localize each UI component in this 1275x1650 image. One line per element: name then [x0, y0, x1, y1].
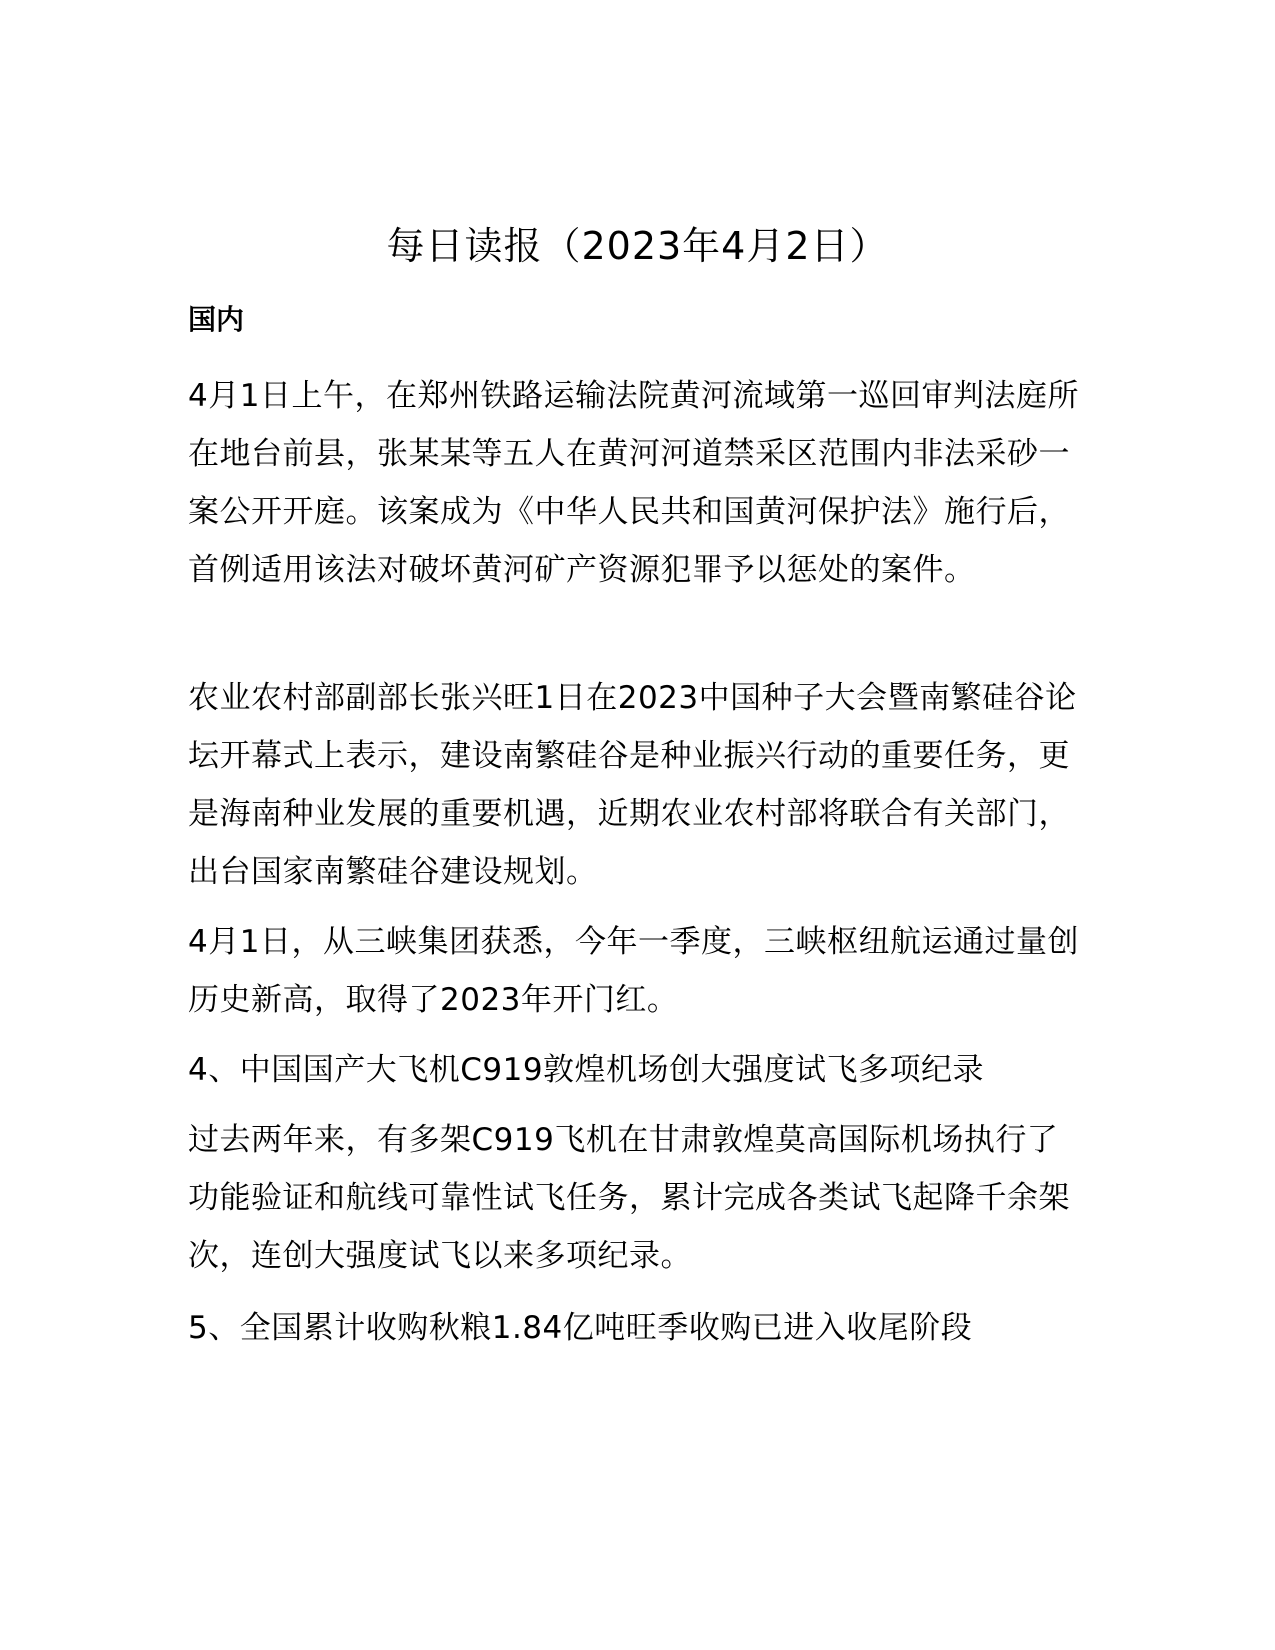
- paragraph-c919-headline: 4、中国国产大飞机C919敦煌机场创大强度试飞多项纪录: [188, 1052, 985, 1088]
- paragraph-c919-details: 过去两年来，有多架C919飞机在甘肃敦煌莫高国际机场执行了功能验证和航线可靠性试飞任务，累计完成各类试飞起降千余架次，连创大强度试飞以来多项纪录。: [188, 1122, 1070, 1274]
- paragraph-court-case: 4月1日上午，在郑州铁路运输法院黄河流域第一巡回审判法庭所在地台前县，张某某等五人在黄河河道禁采区范围内非法采砂一案公开开庭。该案成为《中华人民共和国黄河保护法》施行后，首例适用该法对破坏黄河矿产资源犯罪予以惩处的案件。: [188, 378, 1079, 588]
- page-title: 每日读报（2023年4月2日）: [386, 224, 889, 268]
- paragraph-three-gorges: 4月1日，从三峡集团获悉，今年一季度，三峡枢纽航运通过量创历史新高，取得了2023年开门红。: [188, 924, 1079, 1018]
- paragraph-grain-headline: 5、全国累计收购秋粮1.84亿吨旺季收购已进入收尾阶段: [188, 1310, 973, 1346]
- section-heading: 国内: [188, 303, 245, 336]
- paragraph-seed-conference: 农业农村部副部长张兴旺1日在2023中国种子大会暨南繁硅谷论坛开幕式上表示，建设南繁硅谷是种业振兴行动的重要任务，更是海南种业发展的重要机遇，近期农业农村部将联合有关部门，出台国家南繁硅谷建设规划。: [188, 680, 1077, 890]
